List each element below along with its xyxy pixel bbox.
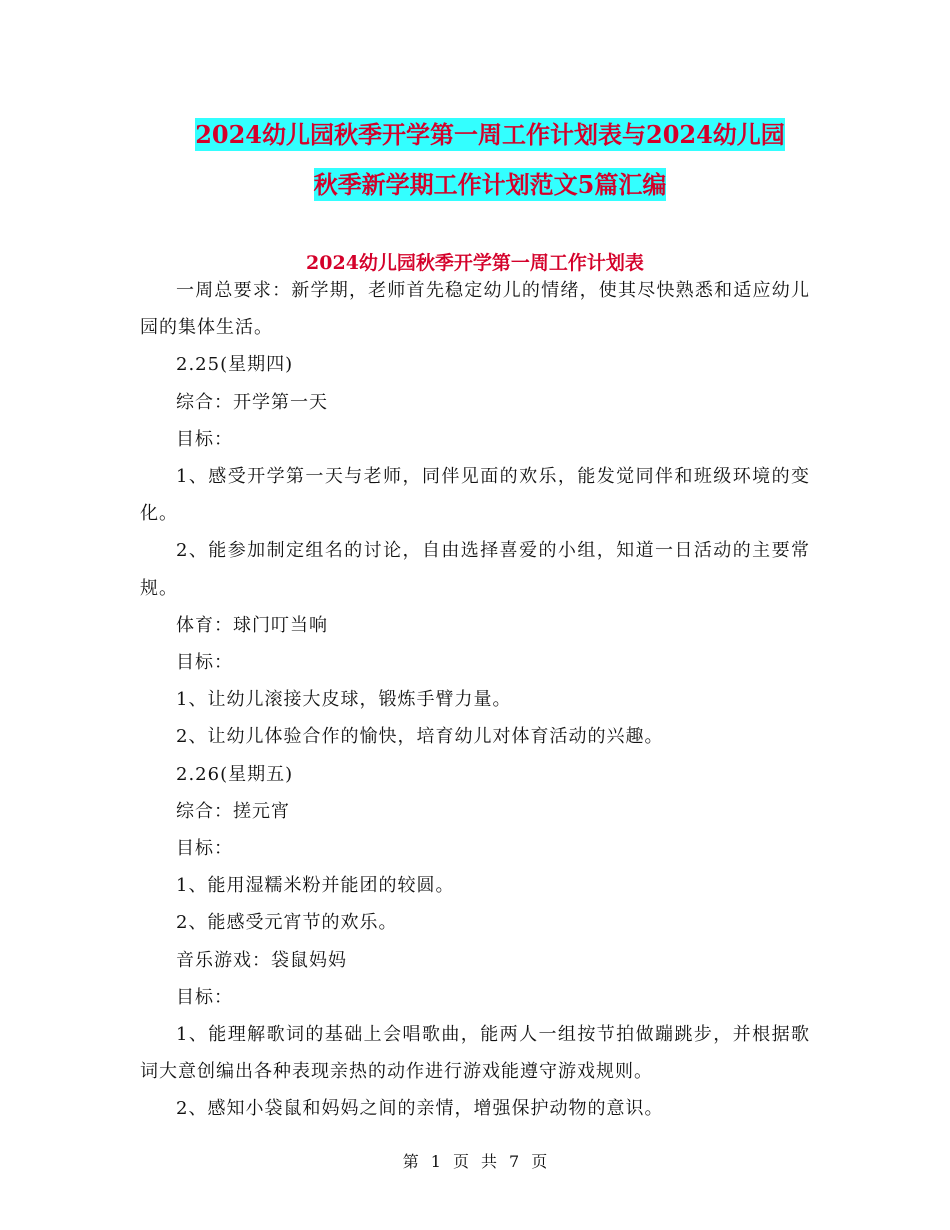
paragraph: 综合：开学第一天 [176, 391, 328, 413]
paragraph: 目标： [176, 838, 233, 860]
document-title [140, 110, 840, 210]
paragraph: 体育：球门叮当响 [176, 614, 328, 636]
title-line-2: 秋季新学期工作计划范文5篇汇编 [313, 170, 667, 199]
paragraph: 2.26(星期五) [176, 763, 294, 785]
paragraph: 1、能理解歌词的基础上会唱歌曲，能两人一组按节拍做蹦跳步，并根据歌词大意创编出各种表现亲热的动作进行游戏能遵守游戏规则。 [140, 1024, 810, 1083]
paragraph: 2.25(星期四) [176, 354, 294, 376]
section-title: 2024幼儿园秋季开学第一周工作计划表 [306, 252, 644, 274]
footer-current-page: 1 [430, 1152, 441, 1171]
paragraph: 2、感知小袋鼠和妈妈之间的亲情，增强保护动物的意识。 [176, 1098, 664, 1120]
paragraph: 一周总要求：新学期，老师首先稳定幼儿的情绪，使其尽快熟悉和适应幼儿园的集体生活。 [140, 280, 810, 339]
paragraph: 1、感受开学第一天与老师，同伴见面的欢乐，能发觉同伴和班级环境的变化。 [140, 466, 810, 525]
paragraph: 1、让幼儿滚接大皮球，锻炼手臂力量。 [176, 689, 512, 711]
page-footer [0, 1150, 950, 1174]
footer-label-page: 第 [402, 1152, 419, 1171]
paragraph: 2、能感受元宵节的欢乐。 [176, 912, 398, 934]
document-body [140, 272, 810, 1128]
paragraph: 目标： [176, 986, 233, 1008]
paragraph: 综合：搓元宵 [176, 800, 290, 822]
footer-label-ye: 页 [452, 1152, 469, 1171]
paragraph: 音乐游戏：袋鼠妈妈 [176, 949, 347, 971]
paragraph: 2、能参加制定组名的讨论，自由选择喜爱的小组，知道一日活动的主要常规。 [140, 540, 810, 599]
footer-label-total: 共 [481, 1152, 498, 1171]
footer-total-pages: 7 [509, 1152, 520, 1171]
paragraph: 1、能用湿糯米粉并能团的较圆。 [176, 875, 455, 897]
paragraph: 目标： [176, 428, 233, 450]
title-line-1: 2024幼儿园秋季开学第一周工作计划表与2024幼儿园 [195, 120, 785, 149]
footer-label-ye2: 页 [531, 1152, 548, 1171]
paragraph: 目标： [176, 652, 233, 674]
paragraph: 2、让幼儿体验合作的愉快，培育幼儿对体育活动的兴趣。 [176, 726, 664, 748]
